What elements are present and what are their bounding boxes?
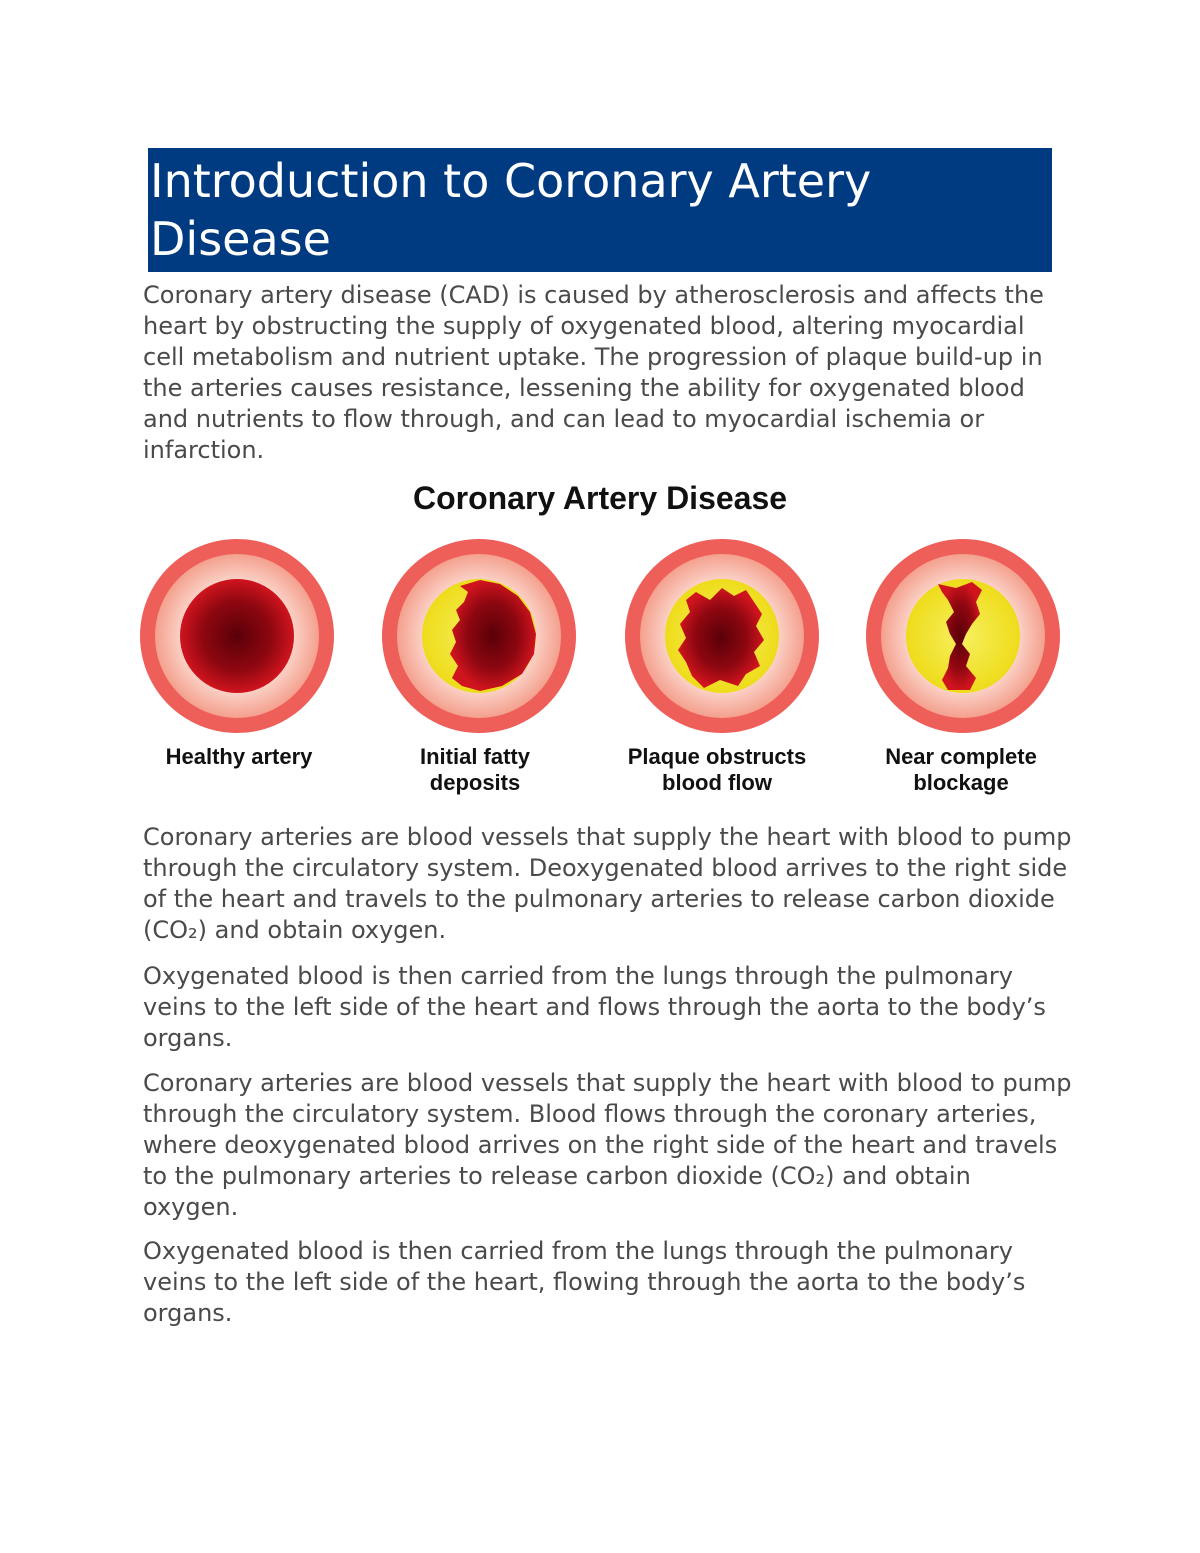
artery-healthy xyxy=(140,539,334,733)
figure-title: Coronary Artery Disease xyxy=(412,480,788,516)
artery-near-blockage xyxy=(866,539,1060,733)
paragraph-oxygenated-blood-2: Oxygenated blood is then carried from the lungs through the pulmonary veins to the left side of the heart, flowing through the aorta to the body’s organs. xyxy=(143,1237,1026,1327)
paragraph-oxygenated-blood: Oxygenated blood is then carried from the lungs through the pulmonary veins to the left side of the heart and flows through the aorta to the body’s organs. xyxy=(143,962,1046,1052)
label-plaque-obstructs: Plaque obstructs blood flow xyxy=(627,744,807,795)
paragraph-coronary-arteries-2: Coronary arteries are blood vessels that supply the heart with blood to pump through the circulatory system. Blood flows through the coronary arteries, where deoxygenated blood arrives on the right side of the heart and travels to the pulmonary arteries to release carbon dioxide (CO₂) and obtain oxygen. xyxy=(143,1069,1072,1221)
artery-fatty-deposits xyxy=(382,539,576,733)
artery-plaque-obstructs xyxy=(625,539,819,733)
paragraph-intro: Coronary artery disease (CAD) is caused by atherosclerosis and affects the heart by obstructing the supply of oxygenated blood, altering myocardial cell metabolism and nutrient uptake. The progression of plaque build-up in the arteries causes resistance, lessening the ability for oxygenated blood and nutrients to flow through, and can lead to myocardial ischemia or infarction. xyxy=(143,281,1044,464)
label-near-complete-blockage: Near complete blockage xyxy=(885,744,1037,795)
paragraph-coronary-arteries: Coronary arteries are blood vessels that supply the heart with blood to pump through the circulatory system. Deoxygenated blood arrives to the right side of the heart and travels to the pulmonary arteries to release carbon dioxide (CO₂) and obtain oxygen. xyxy=(143,823,1072,944)
label-healthy-artery: Healthy artery xyxy=(165,744,313,769)
page-title: Introduction to Coronary Artery Disease xyxy=(150,154,872,266)
cad-figure xyxy=(130,474,1070,804)
label-initial-fatty-deposits: Initial fatty deposits xyxy=(419,744,530,795)
title-banner xyxy=(148,148,1052,272)
